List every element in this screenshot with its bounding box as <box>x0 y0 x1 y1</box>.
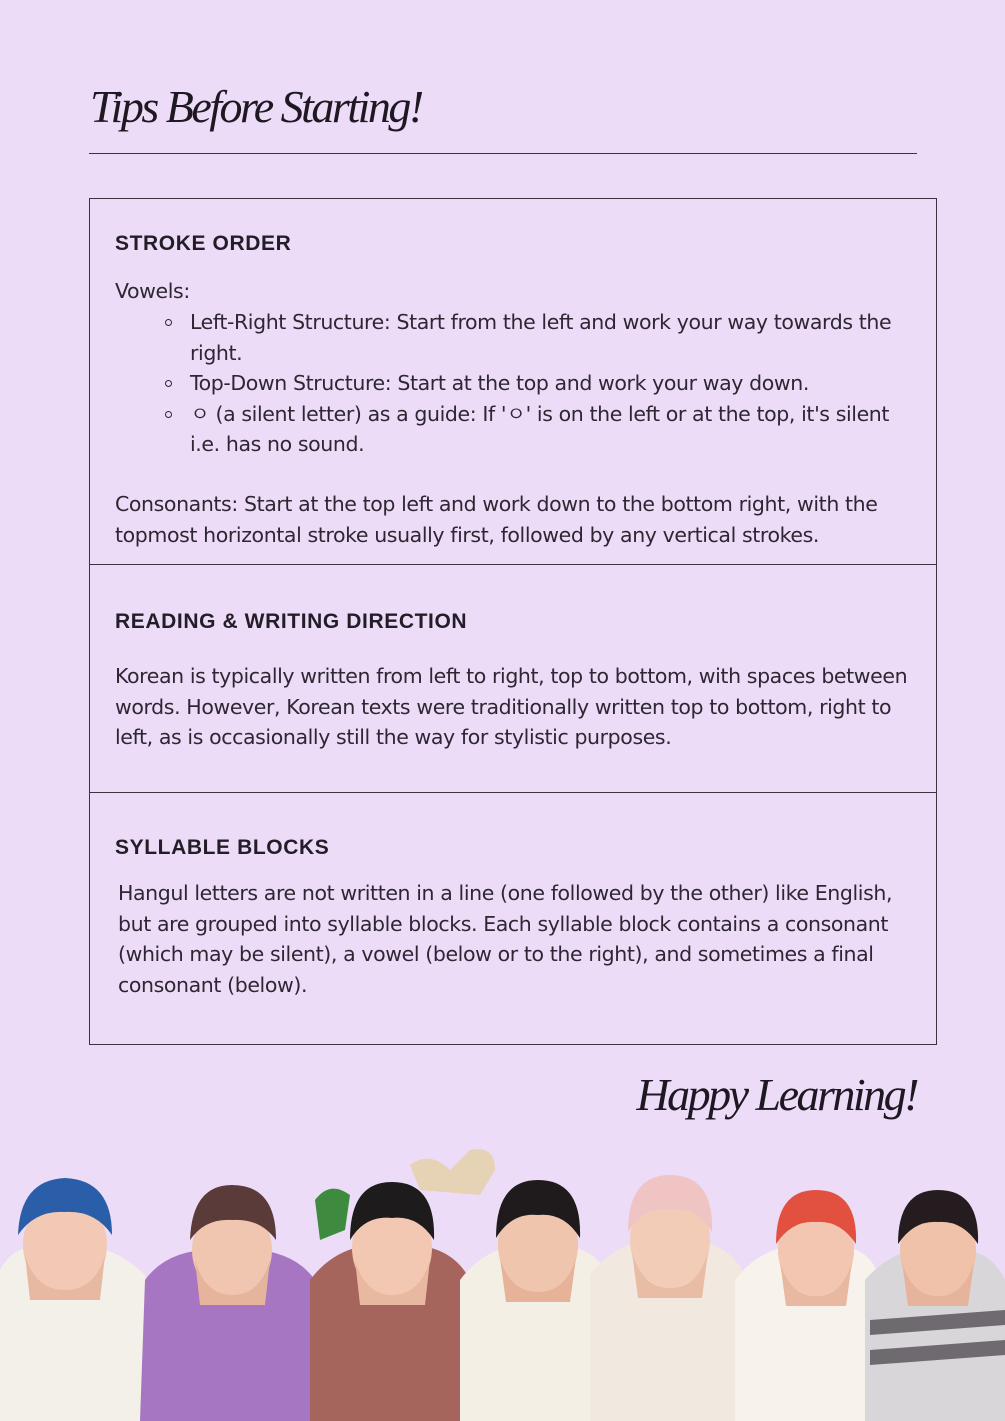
person-figure <box>735 1190 880 1421</box>
page-title: Tips Before Starting! <box>90 81 422 132</box>
person-figure <box>310 1182 470 1421</box>
direction-text: Korean is typically written from left to right, top to bottom, with spaces between words. However, Korean texts were traditionally written top to bottom, right to left, as is occasionally still the way for stylistic purposes. <box>115 664 908 749</box>
consonants-text: Consonants: Start at the top left and work down to the bottom right, with the topmost horizontal stroke usually first, followed by any vertical strokes. <box>115 492 878 547</box>
section-heading: SYLLABLE BLOCKS <box>115 836 330 859</box>
group-photo-image <box>0 1140 1005 1421</box>
title-divider <box>89 153 917 154</box>
list-item: ㅇ (a silent letter) as a guide: If 'ㅇ' is on the left or at the top, it's silent i.e. has no sound. <box>165 399 911 460</box>
direction-section <box>89 565 937 793</box>
closing-message: Happy Learning! <box>636 1069 917 1120</box>
syllable-section <box>89 793 937 1045</box>
list-item: Left-Right Structure: Start from the left and work your way towards the right. <box>165 307 911 368</box>
syllable-text: Hangul letters are not written in a line (one followed by the other) like English, but are grouped into syllable blocks. Each syllable block contains a consonant (which may be silent), a vowel (below or to the right), and sometimes a final consonant (below). <box>118 881 893 997</box>
person-figure <box>590 1175 745 1421</box>
bullet-circle-icon <box>165 411 172 418</box>
vowels-label: Vowels: <box>115 279 190 303</box>
bullet-circle-icon <box>165 319 172 326</box>
vowel-bullet-list <box>165 307 911 460</box>
person-figure <box>140 1185 320 1421</box>
bullet-circle-icon <box>165 380 172 387</box>
stroke-order-section <box>89 198 937 565</box>
list-item: Top-Down Structure: Start at the top and work your way down. <box>165 368 911 399</box>
person-figure <box>0 1178 150 1421</box>
section-heading: READING & WRITING DIRECTION <box>115 610 468 633</box>
person-figure <box>865 1190 1005 1421</box>
section-heading: STROKE ORDER <box>115 232 292 255</box>
